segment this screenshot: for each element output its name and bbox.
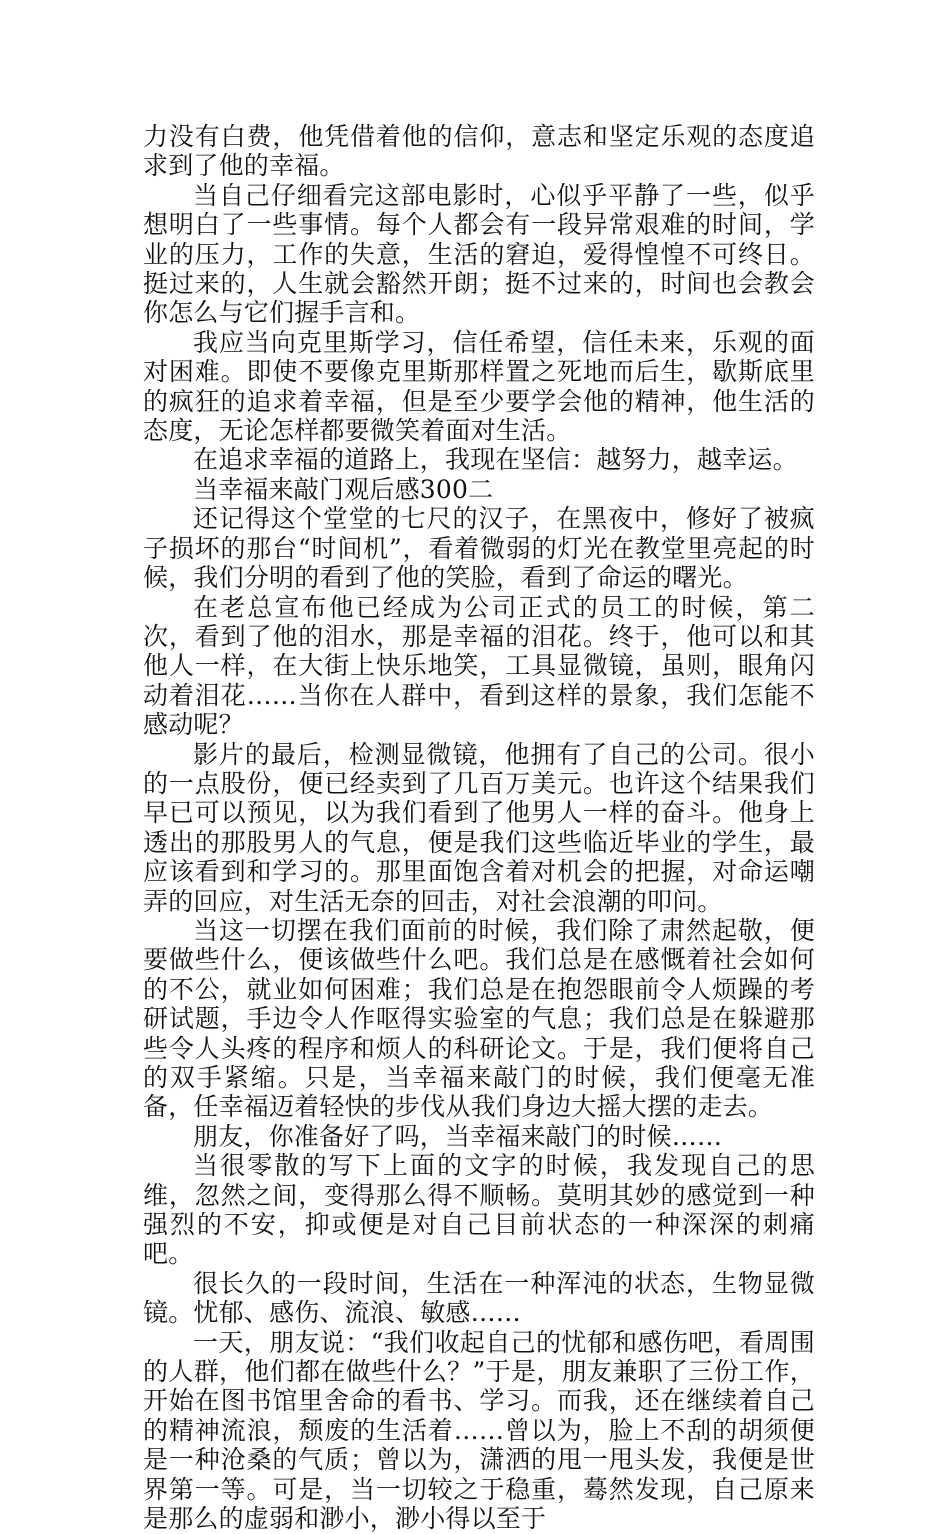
paragraph-13: 一天，朋友说：“我们收起自己的忧郁和感伤吧，看周围的人群，他们都在做些什么？”于是，朋友兼职了三份工作，开始在图书馆里舍命的看书、学习。而我，还在继续着自己的精神流浪，颓废的生活着……曾以为，脸上不刮的胡须便是一种沧桑的气质；曾以为，潇洒的甩一甩头发，我便是世界第一等。可是，当一切较之于稳重，蓦然发现，自己原来是那么的虚弱和渺小，渺小得以至于 bbox=[143, 1327, 815, 1534]
paragraph-2: 当自己仔细看完这部电影时，心似乎平静了一些，似乎想明白了一些事情。每个人都会有一段异常艰难的时间，学业的压力，工作的失意，生活的窘迫，爱得惶惶不可终日。挺过来的，人生就会豁然开朗；挺不过来的，时间也会教会你怎么与它们握手言和。 bbox=[143, 180, 815, 328]
paragraph-4: 在追求幸福的道路上，我现在坚信：越努力，越幸运。 bbox=[193, 445, 798, 475]
paragraph-12: 很长久的一段时间，生活在一种浑沌的状态，生物显微镜。忧郁、感伤、流浪、敏感…… bbox=[143, 1268, 815, 1328]
paragraph-11: 当很零散的写下上面的文字的时候，我发现自己的思维，忽然之间，变得那么得不顺畅。莫明其妙的感觉到一种强烈的不安，抑或便是对自己目前状态的一种深深的刺痛吧。 bbox=[143, 1151, 815, 1269]
paragraph-8: 影片的最后，检测显微镜，他拥有了自己的公司。很小的一点股份，便已经卖到了几百万美元。也许这个结果我们早已可以预见，以为我们看到了他男人一样的奋斗。他身上透出的那股男人的气息，便是我们这些临近毕业的学生，最应该看到和学习的。那里面饱含着对机会的把握，对命运嘲弄的回应，对生活无奈的回击，对社会浪潮的叩问。 bbox=[143, 739, 815, 916]
paragraph-1: 力没有白费，他凭借着他的信仰，意志和坚定乐观的态度追求到了他的幸福。 bbox=[143, 122, 815, 181]
section-heading: 当幸福来敲门观后感300二 bbox=[193, 474, 494, 504]
paragraph-3: 我应当向克里斯学习，信任希望，信任未来，乐观的面对困难。即使不要像克里斯那样置之死地而后生，歇斯底里的疯狂的追求着幸福，但是至少要学会他的精神，他生活的态度，无论怎样都要微笑着面对生活。 bbox=[143, 327, 815, 446]
paragraph-7: 在老总宣布他已经成为公司正式的员工的时候，第二次，看到了他的泪水，那是幸福的泪花。终于，他可以和其他人一样，在大街上快乐地笑，工具显微镜，虽则，眼角闪动着泪花……当你在人群中，看到这样的景象，我们怎能不感动呢？ bbox=[143, 592, 815, 740]
paragraph-6: 还记得这个堂堂的七尺的汉子，在黑夜中，修好了被疯子损坏的那台“时间机”，看着微弱的灯光在教堂里亮起的时候，我们分明的看到了他的笑脸，看到了命运的曙光。 bbox=[143, 504, 815, 593]
document-body bbox=[143, 122, 815, 1534]
paragraph-10: 朋友，你准备好了吗，当幸福来敲门的时候…… bbox=[193, 1121, 723, 1151]
paragraph-9: 当这一切摆在我们面前的时候，我们除了肃然起敬，便要做些什么，便该做些什么吧。我们总是在感慨着社会如何的不公，就业如何困难；我们总是在抱怨眼前令人烦躁的考研试题，手边令人作呕得实验室的气息；我们总是在躲避那些令人头疼的程序和烦人的科研论文。于是，我们便将自己的双手紧缩。只是，当幸福来敲门的时候，我们便毫无准备，任幸福迈着轻快的步伐从我们身边大摇大摆的走去。 bbox=[143, 915, 815, 1122]
